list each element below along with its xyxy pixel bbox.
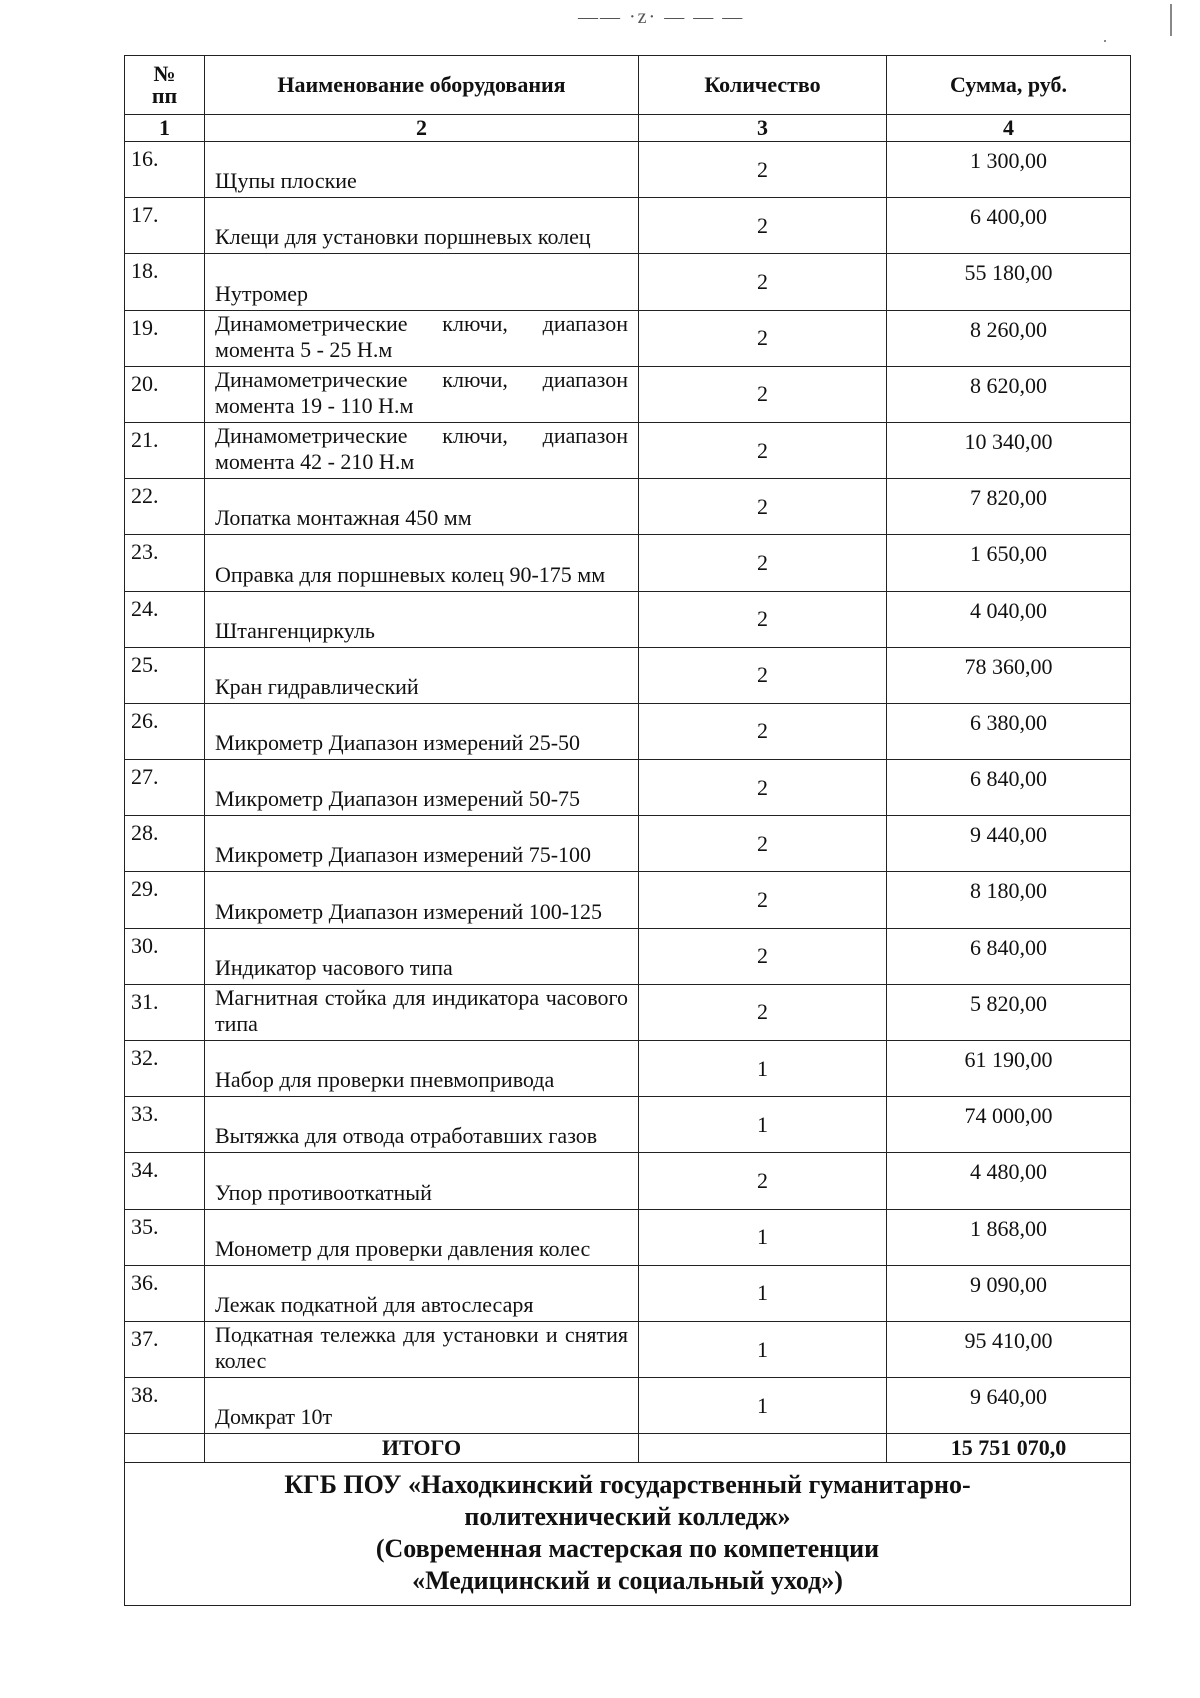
equipment-name: Кран гидравлический	[205, 647, 639, 703]
table-row	[125, 928, 1131, 984]
table-row	[125, 422, 1131, 478]
column-number: 2	[205, 115, 639, 142]
quantity-cell: 2	[639, 535, 887, 591]
items-body	[125, 142, 1131, 1434]
table-row	[125, 1378, 1131, 1434]
row-number: 31.	[125, 984, 205, 1040]
row-number: 17.	[125, 198, 205, 254]
quantity-cell: 2	[639, 816, 887, 872]
quantity-cell: 2	[639, 142, 887, 198]
row-number: 22.	[125, 479, 205, 535]
column-number: 4	[887, 115, 1131, 142]
equipment-name: Набор для проверки пневмопривода	[205, 1041, 639, 1097]
quantity-cell: 1	[639, 1321, 887, 1377]
quantity-cell: 2	[639, 479, 887, 535]
row-number: 19.	[125, 310, 205, 366]
row-number: 28.	[125, 816, 205, 872]
page-marker: —— ·z· — — —	[578, 6, 745, 28]
sum-cell: 7 820,00	[887, 479, 1131, 535]
equipment-name: Штангенциркуль	[205, 591, 639, 647]
total-row	[125, 1434, 1131, 1463]
total-label: ИТОГО	[205, 1434, 639, 1463]
column-number-row	[125, 115, 1131, 142]
sum-cell: 6 400,00	[887, 198, 1131, 254]
quantity-cell: 1	[639, 1378, 887, 1434]
header-row	[125, 56, 1131, 115]
table-row	[125, 872, 1131, 928]
sum-cell: 8 180,00	[887, 872, 1131, 928]
sum-cell: 61 190,00	[887, 1041, 1131, 1097]
sum-cell: 78 360,00	[887, 647, 1131, 703]
scan-speck	[1170, 4, 1172, 36]
column-number: 3	[639, 115, 887, 142]
equipment-name: Динамометрические ключи, диапазон момента 19 - 110 Н.м	[205, 366, 639, 422]
row-number: 16.	[125, 142, 205, 198]
quantity-cell: 1	[639, 1041, 887, 1097]
table-row	[125, 535, 1131, 591]
row-number: 34.	[125, 1153, 205, 1209]
row-number: 33.	[125, 1097, 205, 1153]
quantity-cell: 2	[639, 310, 887, 366]
sum-cell: 10 340,00	[887, 422, 1131, 478]
table-row	[125, 1321, 1131, 1377]
quantity-cell: 2	[639, 872, 887, 928]
sum-cell: 55 180,00	[887, 254, 1131, 310]
quantity-cell: 2	[639, 591, 887, 647]
institution-line: «Медицинский и социальный уход»)	[412, 1566, 843, 1596]
quantity-cell: 2	[639, 760, 887, 816]
equipment-name: Щупы плоские	[205, 142, 639, 198]
quantity-cell: 1	[639, 1097, 887, 1153]
institution-line: (Современная мастерская по компетенции	[375, 1534, 880, 1564]
sum-cell: 9 640,00	[887, 1378, 1131, 1434]
table-row	[125, 198, 1131, 254]
quantity-cell: 2	[639, 254, 887, 310]
institution-footer	[125, 1463, 1131, 1606]
equipment-name: Динамометрические ключи, диапазон момента 5 - 25 Н.м	[205, 310, 639, 366]
sum-cell: 95 410,00	[887, 1321, 1131, 1377]
header-number-line2: пп	[151, 83, 178, 108]
table-row	[125, 142, 1131, 198]
sum-cell: 8 260,00	[887, 310, 1131, 366]
sum-cell: 74 000,00	[887, 1097, 1131, 1153]
table-row	[125, 591, 1131, 647]
quantity-cell: 2	[639, 703, 887, 759]
total-spacer	[125, 1434, 205, 1463]
row-number: 26.	[125, 703, 205, 759]
row-number: 24.	[125, 591, 205, 647]
table-row	[125, 984, 1131, 1040]
quantity-cell: 2	[639, 928, 887, 984]
table-row	[125, 647, 1131, 703]
header-name: Наименование оборудования	[205, 56, 639, 115]
row-number: 27.	[125, 760, 205, 816]
table-row	[125, 1153, 1131, 1209]
table-row	[125, 310, 1131, 366]
row-number: 35.	[125, 1209, 205, 1265]
quantity-cell: 2	[639, 366, 887, 422]
sum-cell: 4 480,00	[887, 1153, 1131, 1209]
table-row	[125, 760, 1131, 816]
row-number: 29.	[125, 872, 205, 928]
header-sum: Сумма, руб.	[887, 56, 1131, 115]
sum-cell: 8 620,00	[887, 366, 1131, 422]
table-row	[125, 816, 1131, 872]
sum-cell: 6 380,00	[887, 703, 1131, 759]
equipment-name: Монометр для проверки давления колес	[205, 1209, 639, 1265]
row-number: 21.	[125, 422, 205, 478]
row-number: 18.	[125, 254, 205, 310]
quantity-cell: 2	[639, 1153, 887, 1209]
equipment-table	[124, 55, 1131, 1606]
equipment-name: Динамометрические ключи, диапазон момента 42 - 210 Н.м	[205, 422, 639, 478]
row-number: 20.	[125, 366, 205, 422]
sum-cell: 5 820,00	[887, 984, 1131, 1040]
institution-line: политехнический колледж»	[464, 1502, 791, 1532]
row-number: 36.	[125, 1265, 205, 1321]
row-number: 32.	[125, 1041, 205, 1097]
sum-cell: 9 440,00	[887, 816, 1131, 872]
equipment-name: Лопатка монтажная 450 мм	[205, 479, 639, 535]
header-number-line1: №	[153, 61, 176, 86]
sum-cell: 6 840,00	[887, 928, 1131, 984]
total-quantity-empty	[639, 1434, 887, 1463]
table-row	[125, 1097, 1131, 1153]
equipment-name: Нутромер	[205, 254, 639, 310]
quantity-cell: 2	[639, 422, 887, 478]
row-number: 23.	[125, 535, 205, 591]
table-row	[125, 366, 1131, 422]
equipment-name: Оправка для поршневых колец 90-175 мм	[205, 535, 639, 591]
equipment-name: Микрометр Диапазон измерений 75-100	[205, 816, 639, 872]
total-sum: 15 751 070,0	[887, 1434, 1131, 1463]
sum-cell: 1 650,00	[887, 535, 1131, 591]
table-row	[125, 1209, 1131, 1265]
institution-line: КГБ ПОУ «Находкинский государственный гуманитарно-	[284, 1470, 971, 1500]
equipment-name: Клещи для установки поршневых колец	[205, 198, 639, 254]
table-row	[125, 1265, 1131, 1321]
table-row	[125, 479, 1131, 535]
quantity-cell: 2	[639, 198, 887, 254]
quantity-cell: 1	[639, 1265, 887, 1321]
equipment-name: Микрометр Диапазон измерений 50-75	[205, 760, 639, 816]
institution-cell	[125, 1463, 1131, 1606]
table-row	[125, 1041, 1131, 1097]
quantity-cell: 2	[639, 647, 887, 703]
table-row	[125, 254, 1131, 310]
column-number: 1	[125, 115, 205, 142]
row-number: 38.	[125, 1378, 205, 1434]
header-quantity: Количество	[639, 56, 887, 115]
quantity-cell: 2	[639, 984, 887, 1040]
equipment-name: Домкрат 10т	[205, 1378, 639, 1434]
equipment-name: Микрометр Диапазон измерений 25-50	[205, 703, 639, 759]
quantity-cell: 1	[639, 1209, 887, 1265]
sum-cell: 6 840,00	[887, 760, 1131, 816]
header-number	[125, 56, 205, 115]
equipment-name: Магнитная стойка для индикатора часового типа	[205, 984, 639, 1040]
scan-speck	[1104, 40, 1106, 42]
table-row	[125, 703, 1131, 759]
sum-cell: 9 090,00	[887, 1265, 1131, 1321]
sum-cell: 1 868,00	[887, 1209, 1131, 1265]
row-number: 25.	[125, 647, 205, 703]
equipment-name: Подкатная тележка для установки и снятия колес	[205, 1321, 639, 1377]
sum-cell: 4 040,00	[887, 591, 1131, 647]
equipment-name: Вытяжка для отвода отработавших газов	[205, 1097, 639, 1153]
equipment-name: Индикатор часового типа	[205, 928, 639, 984]
equipment-name: Микрометр Диапазон измерений 100-125	[205, 872, 639, 928]
row-number: 37.	[125, 1321, 205, 1377]
equipment-name: Лежак подкатной для автослесаря	[205, 1265, 639, 1321]
equipment-name: Упор противооткатный	[205, 1153, 639, 1209]
row-number: 30.	[125, 928, 205, 984]
sum-cell: 1 300,00	[887, 142, 1131, 198]
